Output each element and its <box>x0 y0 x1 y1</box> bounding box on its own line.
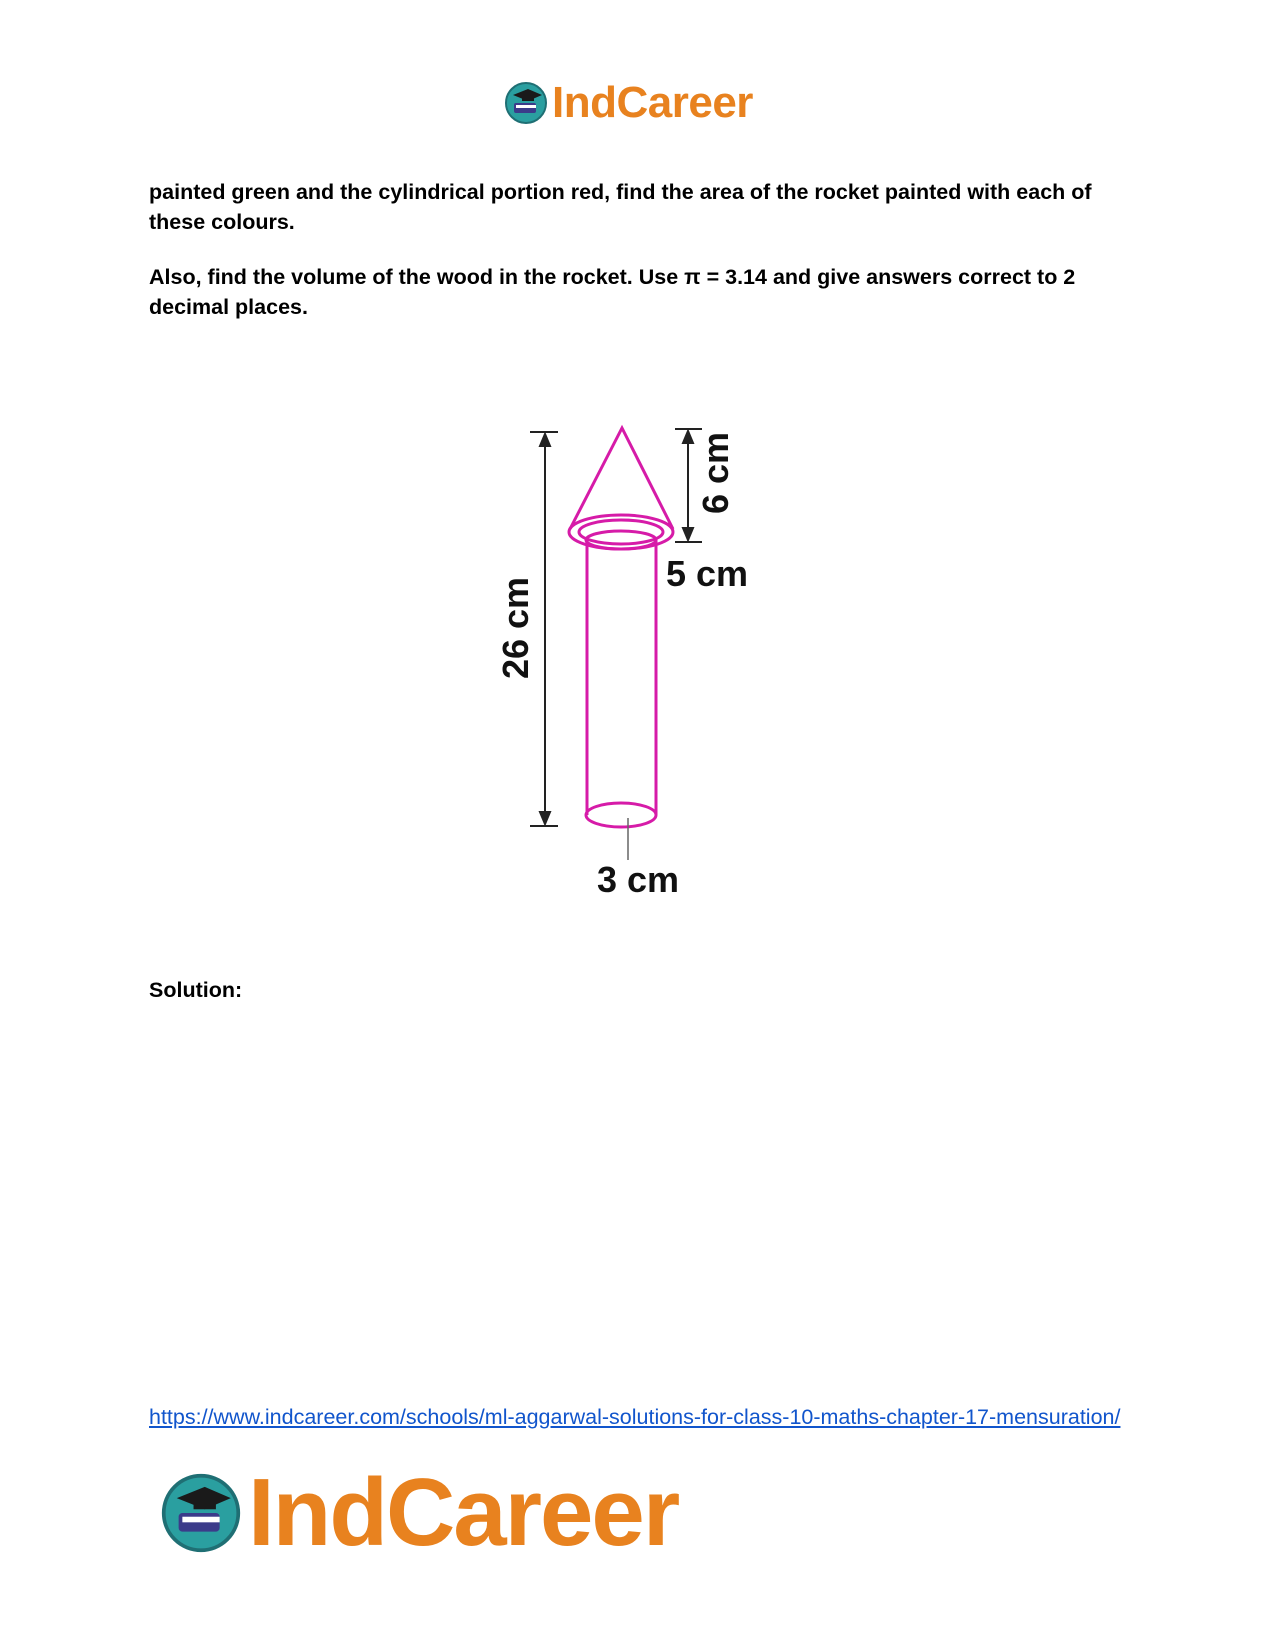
graduation-book-icon <box>160 1472 242 1554</box>
cylinder-top-ellipse <box>586 531 656 549</box>
graduation-book-icon <box>504 81 548 125</box>
cone-base-ellipse <box>569 515 673 549</box>
header-logo-text: IndCareer <box>552 78 753 127</box>
cylinder-base-label: 3 cm <box>596 859 680 900</box>
question-paragraph-2: Also, find the volume of the wood in the rocket. Use π = 3.14 and give answers correct to 2 decimal places. <box>149 265 1076 319</box>
question-paragraph-1: painted green and the cylindrical portion red, find the area of the rocket painted with each of these colours. <box>149 180 1092 234</box>
footer-logo-text: IndCareer <box>248 1459 679 1566</box>
cone-height-label: 6 cm <box>695 431 736 515</box>
footer-logo <box>160 1459 679 1566</box>
source-link[interactable]: https://www.indcareer.com/schools/ml-aggarwal-solutions-for-class-10-maths-chapter-17-mensuration/ <box>149 1405 1121 1429</box>
cone-base-inner-ellipse <box>579 520 663 544</box>
total-height-label: 26 cm <box>495 576 536 680</box>
cone-base-label: 5 cm <box>666 553 749 594</box>
header-logo <box>504 78 753 128</box>
cylinder-bottom-ellipse <box>586 803 656 827</box>
cone-outline <box>570 428 673 529</box>
solution-heading: Solution: <box>149 978 243 1002</box>
